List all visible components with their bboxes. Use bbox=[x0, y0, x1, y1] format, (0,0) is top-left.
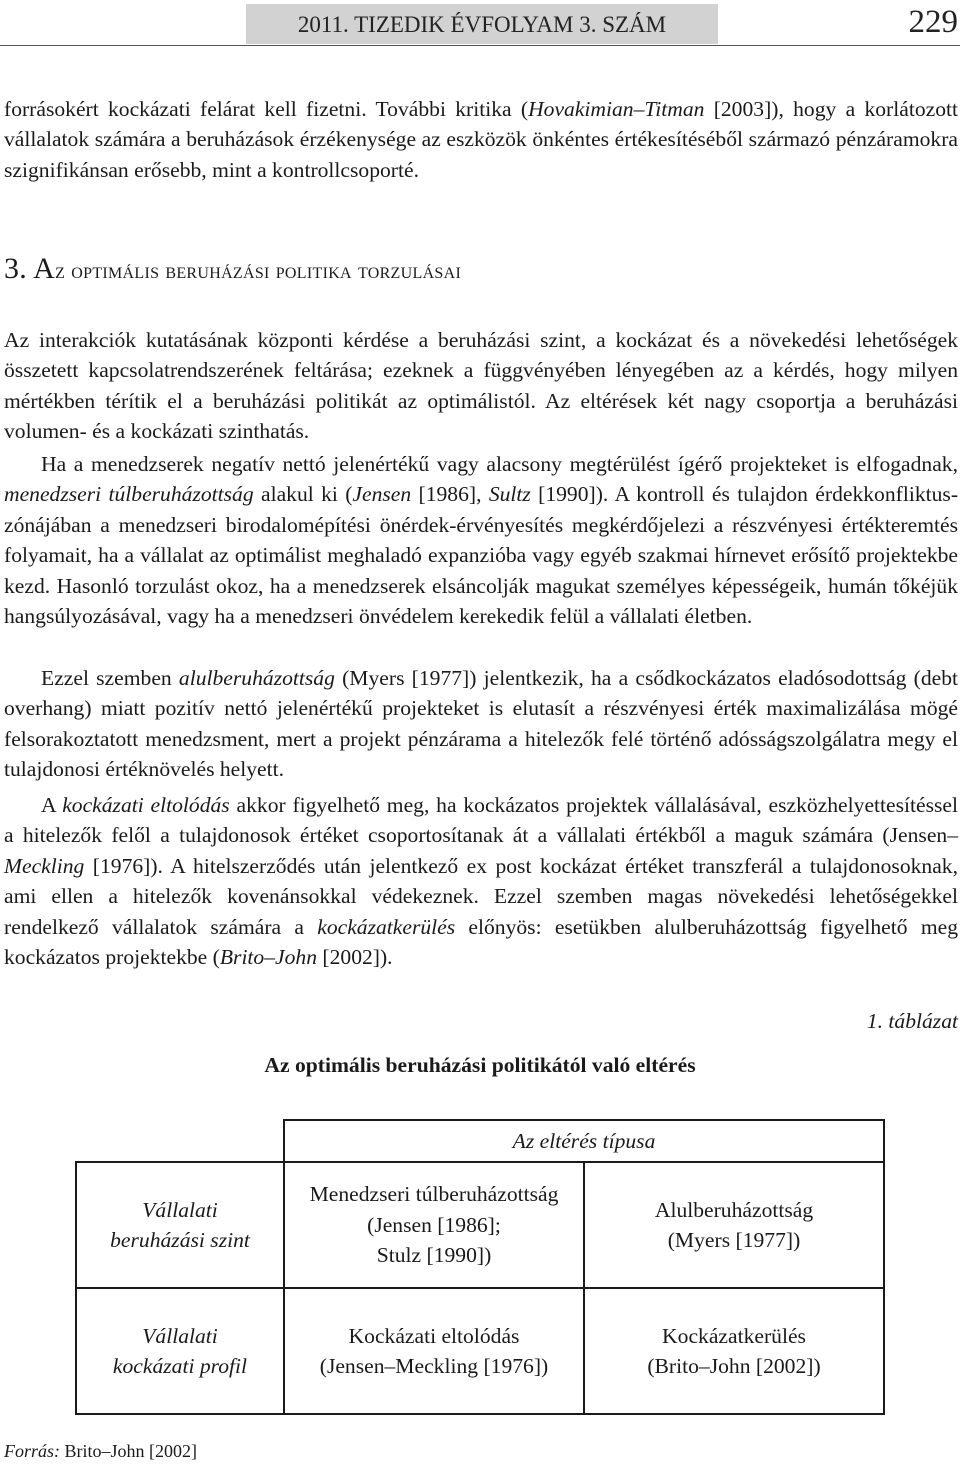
table-header-row bbox=[76, 1120, 884, 1162]
cell-line: beruházási szint bbox=[110, 1228, 250, 1252]
text-run: [1976]). A hitelszerződés után jelentkező ex post kockázat értéket transzferál a tulajdonosoknak, ami ellen a hitelezők kovenánsokkal védekeznek. Ezzel szemben magas növekedési lehetőségekkel rendelkező vállalatok számára a bbox=[4, 853, 958, 939]
table-cell bbox=[584, 1288, 884, 1414]
text-run: (Myers [1977]) jelentkezik, ha a csődkockázatos eladósodottság (debt overhang) miatt pozitív nettó jelenértékű projekteket is elutasít a részvényesi érték maximalizálása mögé felsorakoztatott menedzsment, mert a projekt pénzárama a hitelezők felé történő adósságszolgálatra megy el tulajdonosi értéknövelés helyett. bbox=[4, 666, 958, 782]
section-title: z optimális beruházási politika torzulásai bbox=[55, 258, 462, 283]
body-paragraph-2 bbox=[4, 449, 958, 631]
cell-line: Stulz [1990]) bbox=[376, 1243, 492, 1268]
cell-line: Menedzseri túlberuházottság bbox=[309, 1182, 559, 1207]
text-run: alakul ki ( bbox=[253, 482, 353, 507]
citation-author: Hovakimian–Titman bbox=[528, 97, 705, 121]
deviation-table bbox=[75, 1119, 885, 1415]
body-paragraph-4 bbox=[4, 790, 958, 972]
cell-line: kockázati profil bbox=[112, 1354, 248, 1378]
table-source bbox=[4, 1438, 197, 1464]
table-cell bbox=[284, 1288, 584, 1414]
term: menedzseri túlberuházottság bbox=[4, 482, 254, 507]
table-label: 1. táblázat bbox=[866, 1009, 958, 1033]
source-label: Forrás: bbox=[4, 1441, 61, 1461]
journal-header: 2011. TIZEDIK ÉVFOLYAM 3. SZÁM bbox=[297, 12, 667, 37]
text-run: Az interakciók kutatásának központi kérdése a beruházási szint, a kockázat és a növekedési lehetőségek összetett kapcsolatrendszerének feltárása; ezeknek a függvényében lényegében az a kérdés, hogy milyen mértékben térítik el a beruházási politikát az optimálistól. Az eltérések két nagy csoportja a beruházási volumen- és a kockázati szinthatás. bbox=[4, 328, 958, 444]
cell-line: (Myers [1977]) bbox=[667, 1228, 801, 1252]
text-run: Ha a menedzserek negatív nettó jelenértékű vagy alacsony megtérülést ígérő projekteket is elfogadnak, bbox=[41, 452, 958, 476]
row-label-cell bbox=[76, 1288, 284, 1414]
text-run: A bbox=[41, 793, 63, 817]
text-run: akkor figyelhető meg, ha kockázatos projektek vállalásával, eszközhelyettesítéssel a hitelezők felől a tulajdonosok értéket csoportosítanak át a vállalati értékből a maguk számára (Jensen– bbox=[4, 793, 958, 848]
term: alulberuházottság bbox=[178, 666, 335, 690]
table-row bbox=[76, 1288, 884, 1414]
text-run: forrásokért kockázati felárat kell fizetni. További kritika ( bbox=[4, 97, 529, 121]
table-corner-cell bbox=[76, 1120, 284, 1162]
cell-line: Vállalati bbox=[142, 1197, 218, 1222]
cell-line: (Jensen–Meckling [1976]) bbox=[319, 1354, 549, 1378]
page-number: 229 bbox=[908, 4, 958, 40]
body-paragraph-1 bbox=[4, 325, 958, 447]
table-cell bbox=[284, 1162, 584, 1288]
source-text: Brito–John [2002] bbox=[60, 1441, 198, 1461]
text-run: [1990]). A kontroll és tulajdon érdekkonfliktus-zónájában a menedzseri birodalomépítési önérdek-érvényesítés megkérdőjelezi a részvényesi értékteremtés folyamait, ha a vállalat az optimálist meghaladó expanzióba vagy egyéb szakmai hírnevet erősítő projektekbe kezd. Hasonló torzulást okoz, ha a menedzserek elsáncolják magukat személyes képességeik, humán tőkéjük hangsúlyozásával, vagy ha a menedzseri önvédelem kerekedik felül a vállalati életben. bbox=[4, 482, 959, 629]
section-initial: A bbox=[33, 252, 56, 285]
cell-line: (Jensen [1986]; bbox=[367, 1212, 501, 1237]
header-rule bbox=[0, 45, 960, 46]
intro-paragraph bbox=[4, 94, 958, 185]
cell-line: (Brito–John [2002]) bbox=[647, 1354, 821, 1378]
citation-author: Jensen bbox=[352, 482, 412, 507]
type-header-cell: Az eltérés típusa bbox=[284, 1120, 884, 1162]
cell-line: Kockázatkerülés bbox=[662, 1323, 806, 1348]
row-label-cell bbox=[76, 1162, 284, 1288]
text-run: [2003]), hogy a korlátozott vállalatok számára a beruházások érzékenysége az eszközök önkéntes értékesítéséből származó pénzáramokra szignifikánsan erősebb, mint a kontrollcsoporté. bbox=[4, 97, 958, 182]
cell-line: Alulberuházottság bbox=[654, 1197, 814, 1222]
cell-line: Vállalati bbox=[142, 1323, 218, 1348]
text-run: [2002]). bbox=[317, 945, 393, 970]
cell-line: Kockázati eltolódás bbox=[348, 1323, 520, 1348]
section-heading bbox=[4, 254, 461, 286]
table-title: Az optimális beruházási politikától való eltérés bbox=[264, 1053, 696, 1077]
term: kockázati eltolódás bbox=[62, 793, 230, 817]
citation-author: Sultz bbox=[488, 482, 531, 507]
section-number: 3. bbox=[4, 252, 28, 285]
table-cell bbox=[584, 1162, 884, 1288]
term: kockázatkerülés bbox=[317, 914, 456, 939]
text-run: Ezzel szemben bbox=[41, 666, 179, 690]
text-run: előnyös: esetükben alulberuházottság figyelhető meg kockázatos projektekbe ( bbox=[4, 914, 958, 970]
citation-author: Meckling bbox=[4, 853, 85, 878]
text-run: [1986], bbox=[411, 482, 489, 507]
table-row bbox=[76, 1162, 884, 1288]
body-paragraph-3 bbox=[4, 663, 958, 785]
citation-author: Brito–John bbox=[219, 945, 318, 970]
